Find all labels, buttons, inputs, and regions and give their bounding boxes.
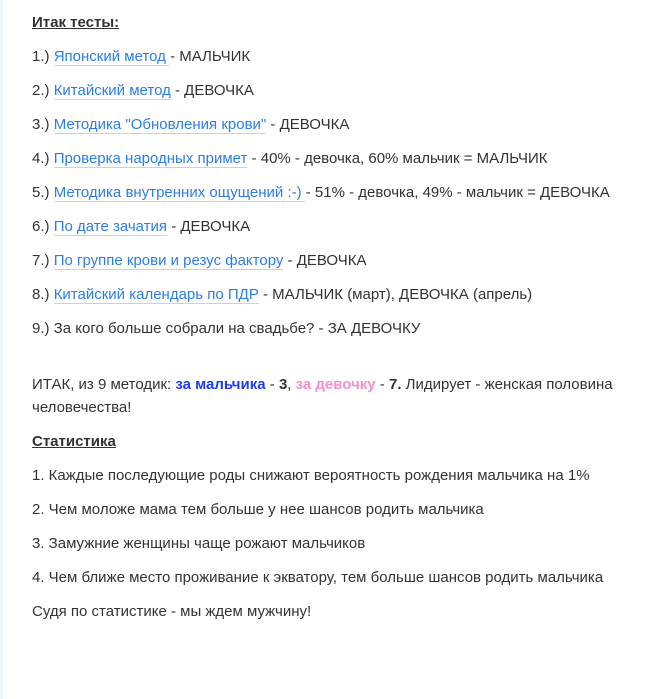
separator: , [287, 376, 296, 393]
test-item [32, 181, 622, 204]
test-link[interactable]: Японский метод [53, 48, 171, 65]
separator: - [375, 376, 389, 393]
test-link[interactable]: По группе крови и резус фактору [53, 252, 284, 269]
test-result: - МАЛЬЧИК [170, 48, 251, 65]
test-item [32, 249, 622, 272]
test-link[interactable]: Китайский календарь по ПДР [53, 286, 259, 303]
test-link[interactable]: Методика "Обновления крови" [53, 116, 267, 133]
test-link[interactable]: По дате зачатия [53, 218, 168, 235]
summary-suffix: Лидирует - женская половина человечества! [32, 376, 613, 416]
item-number: 2.) [32, 82, 50, 99]
test-result: - ДЕВОЧКА [167, 218, 251, 235]
test-result: - ДЕВОЧКА [283, 252, 367, 269]
stat-item: 4. Чем ближе место проживание к экватору, тем больше шансов родить мальчика [32, 569, 604, 586]
stat-item: 3. Замужние женщины чаще рожают мальчиков [32, 535, 366, 552]
left-border [0, 0, 3, 699]
summary [32, 373, 622, 419]
test-link[interactable]: Методика внутренних ощущений :-) [53, 184, 306, 201]
article-content [32, 11, 622, 634]
test-item: 9.) За кого больше собрали на свадьбе? - ЗА ДЕВОЧКУ [32, 320, 421, 337]
item-number: 4.) [32, 150, 50, 167]
summary-prefix: ИТАК, из 9 методик: [32, 376, 176, 393]
test-result: - ДЕВОЧКА [170, 82, 254, 99]
stats-heading: Статистика [32, 433, 116, 450]
spacer [32, 351, 622, 373]
test-result: - 40% - девочка, 60% мальчик = МАЛЬЧИК [247, 150, 548, 167]
separator: - [265, 376, 279, 393]
item-number: 3.) [32, 116, 50, 133]
test-item [32, 45, 622, 68]
boy-count: 3 [278, 376, 288, 393]
test-item [32, 113, 622, 136]
test-item [32, 215, 622, 238]
conclusion: Судя по статистике - мы ждем мужчину! [32, 603, 312, 620]
tests-list [32, 45, 622, 340]
item-number: 6.) [32, 218, 50, 235]
boy-label: за мальчика [175, 376, 266, 393]
girl-count: 7. [388, 376, 402, 393]
item-number: 5.) [32, 184, 50, 201]
stat-item: 2. Чем моложе мама тем больше у нее шансов родить мальчика [32, 501, 484, 518]
test-result: - 51% - девочка, 49% - мальчик = ДЕВОЧКА [305, 184, 610, 201]
test-item [32, 147, 622, 170]
test-link[interactable]: Проверка народных примет [53, 150, 248, 167]
test-result: - ДЕВОЧКА [266, 116, 350, 133]
item-number: 8.) [32, 286, 50, 303]
test-item [32, 283, 622, 306]
item-number: 7.) [32, 252, 50, 269]
test-link[interactable]: Китайский метод [53, 82, 171, 99]
girl-label: за девочку [295, 376, 376, 393]
test-item [32, 79, 622, 102]
stat-item: 1. Каждые последующие роды снижают вероятность рождения мальчика на 1% [32, 467, 590, 484]
item-number: 1.) [32, 48, 50, 65]
test-result: - МАЛЬЧИК (март), ДЕВОЧКА (апрель) [258, 286, 533, 303]
tests-heading: Итак тесты: [32, 14, 120, 31]
